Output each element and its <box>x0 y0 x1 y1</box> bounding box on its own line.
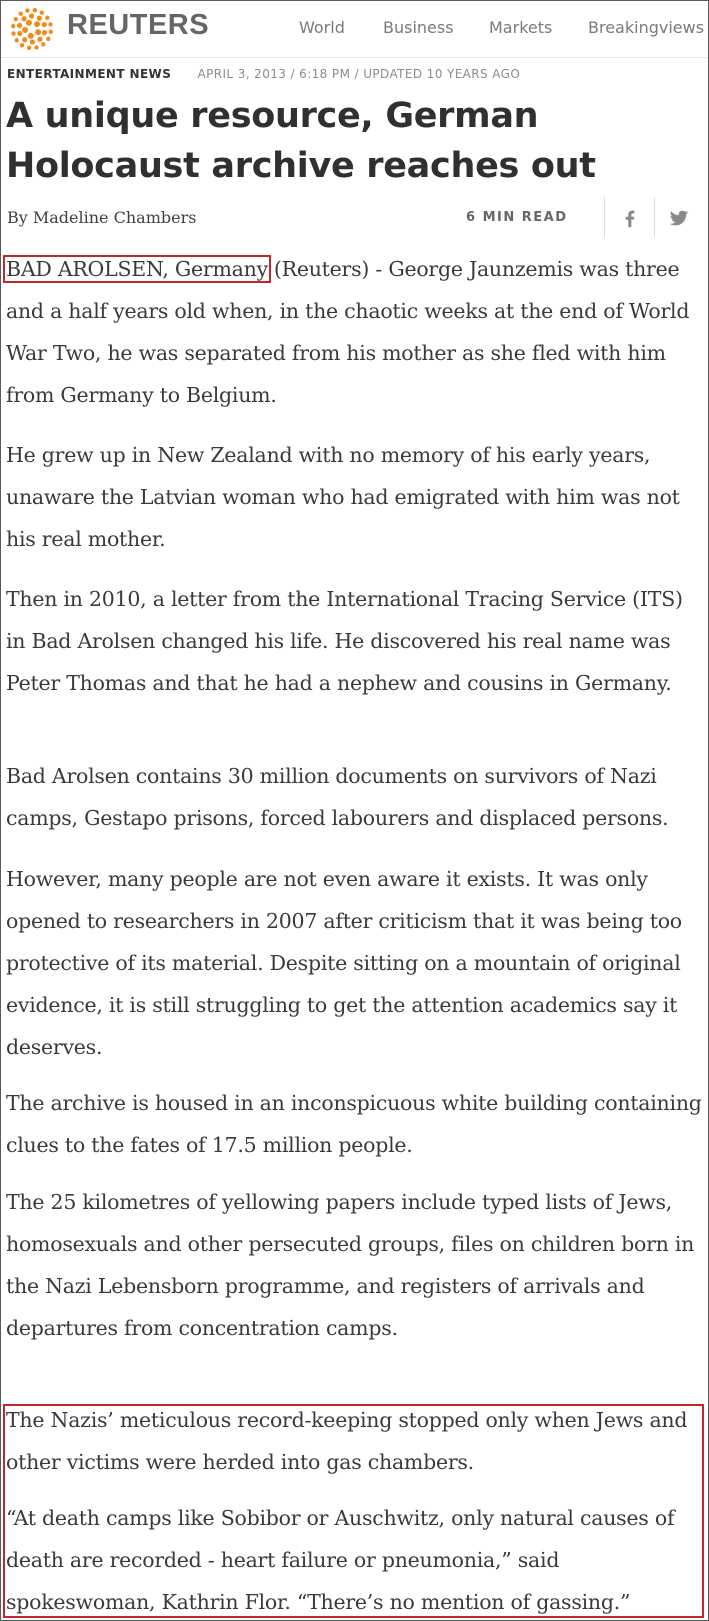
top-nav <box>1 18 709 40</box>
paragraph-9: “At death camps like Sobibor or Auschwitz, only natural causes of death are recorded - heart failure or pneumonia,” said spokeswoman, Kathrin Flor. “There’s no mention of gassing.” <box>6 1506 675 1614</box>
share-divider <box>654 197 655 237</box>
share-divider <box>604 197 605 237</box>
nav-item-breakingviews[interactable]: Breakingviews <box>588 18 705 37</box>
article-headline: A unique resource, German Holocaust archive reaches out <box>6 96 596 186</box>
nav-item-business[interactable]: Business <box>383 18 454 37</box>
read-time: 6 MIN READ <box>466 210 568 225</box>
paragraph-2: He grew up in New Zealand with no memory of his early years, unaware the Latvian woman who had emigrated with him was not his real mother. <box>6 443 680 551</box>
twitter-icon[interactable] <box>668 207 690 229</box>
facebook-icon[interactable] <box>619 207 641 229</box>
paragraph-7: The 25 kilometres of yellowing papers include typed lists of Jews, homosexuals and other persecuted groups, files on children born in the Nazi Lebensborn programme, and registers of arrivals and departures from concentration camps. <box>6 1190 695 1340</box>
byline[interactable]: By Madeline Chambers <box>7 208 197 227</box>
paragraph-1: BAD AROLSEN, Germany (Reuters) - George Jaunzemis was three and a half years old when, in the chaotic weeks at the end of World War Two, he was separated from his mother as she fled with him from Germany to Belgium. <box>6 248 706 416</box>
paragraph-5: However, many people are not even aware it exists. It was only opened to researchers in 2007 after criticism that it was being too protective of its material. Despite sitting on a mountain of original evidence, it is still struggling to get the attention academics say it deserves. <box>6 867 682 1059</box>
nav-item-markets[interactable]: Markets <box>489 18 553 37</box>
site-header <box>1 1 709 58</box>
article-meta <box>7 67 520 81</box>
nav-item-world[interactable]: World <box>299 18 345 37</box>
paragraph-6: The archive is housed in an inconspicuous white building containing clues to the fates of 17.5 million people. <box>6 1091 702 1157</box>
dateline: BAD AROLSEN, Germany <box>3 255 271 283</box>
reuters-logo-text[interactable]: REUTERS <box>67 9 210 41</box>
paragraph-3: Then in 2010, a letter from the International Tracing Service (ITS) in Bad Arolsen changed his life. He discovered his real name was Peter Thomas and that he had a nephew and cousins in Germany. <box>6 587 683 695</box>
article-timestamp: APRIL 3, 2013 / 6:18 PM / UPDATED 10 YEARS AGO <box>197 67 521 81</box>
paragraph-8: The Nazis’ meticulous record-keeping stopped only when Jews and other victims were herded into gas chambers. <box>6 1408 688 1474</box>
category-link[interactable]: ENTERTAINMENT NEWS <box>7 67 172 81</box>
paragraph-4: Bad Arolsen contains 30 million documents on survivors of Nazi camps, Gestapo prisons, forced labourers and displaced persons. <box>6 764 669 830</box>
